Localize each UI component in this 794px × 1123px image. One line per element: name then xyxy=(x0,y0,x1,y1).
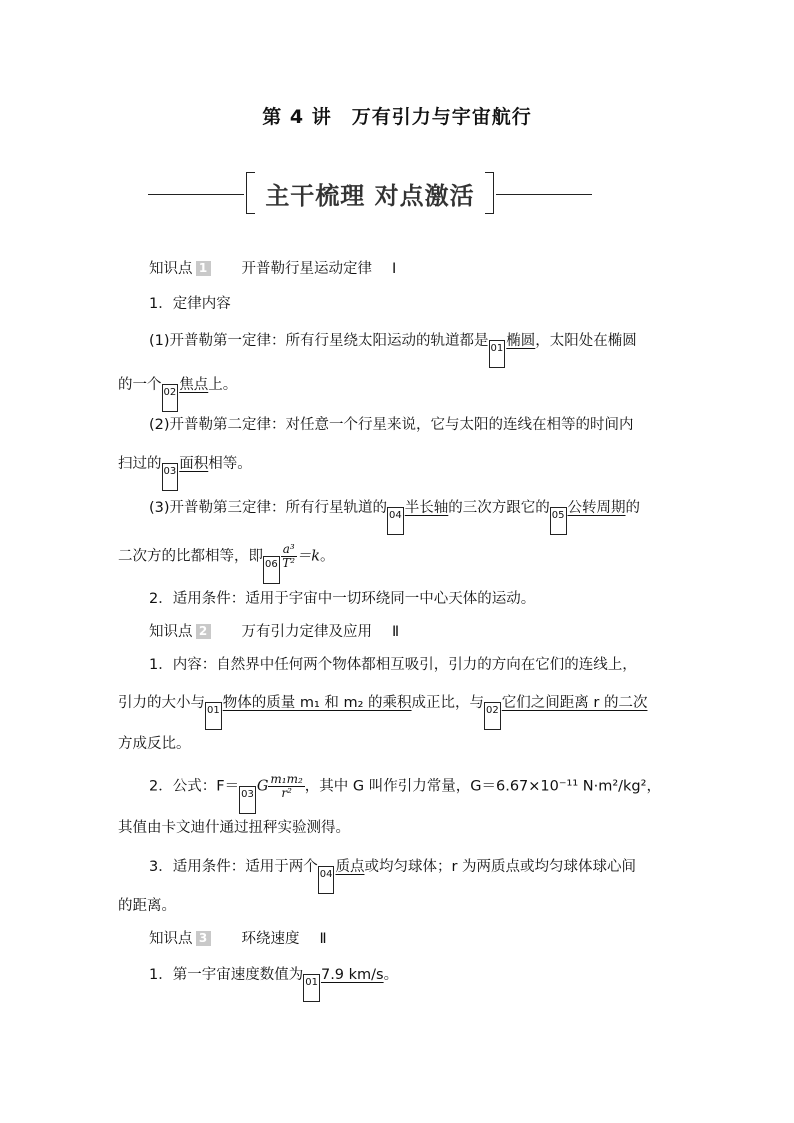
formula-line2: 其值由卡文迪什通过扭秤实验测得。 xyxy=(118,820,350,836)
fraction-denominator: T² xyxy=(282,556,296,570)
answer-01: 椭圆 xyxy=(506,333,536,349)
law1-text-a: (1)开普勒第一定律：所有行星绕太阳运动的轨道都是 xyxy=(149,333,489,349)
gravity-denominator: r² xyxy=(281,786,292,800)
kp2-heading xyxy=(149,622,399,642)
section-banner xyxy=(148,172,592,218)
kp3-name: 环绕速度 xyxy=(241,931,300,947)
gravity-fraction xyxy=(268,773,304,800)
answer-02: 焦点 xyxy=(179,377,209,393)
blank-g02: 02 xyxy=(484,702,501,730)
kepler-fraction xyxy=(281,543,297,570)
formula-text-a: 2．公式：F＝ xyxy=(149,778,240,795)
law3-text-c: 的 xyxy=(625,500,641,516)
law1-line1 xyxy=(149,331,637,368)
kp3-heading xyxy=(149,929,327,949)
answer-04: 半长轴 xyxy=(404,500,449,516)
blank-06: 06 xyxy=(263,556,280,584)
blank-g01: 01 xyxy=(205,702,222,730)
banner-rule-right xyxy=(496,194,592,195)
gcond-text-b: 或均匀球体；r 为两质点或均匀球体球心间 xyxy=(364,859,637,875)
blank-04: 04 xyxy=(387,507,404,535)
gravity-text-b: 引力的大小与 xyxy=(118,695,205,711)
law2-text-c: 相等。 xyxy=(208,456,252,472)
gcond-line2: 的距离。 xyxy=(118,898,176,914)
formula-G: G xyxy=(256,778,269,795)
answer-g02: 它们之间距离 r 的二次 xyxy=(501,695,648,711)
blank-03: 03 xyxy=(162,463,179,491)
blank-v01: 01 xyxy=(303,974,320,1002)
kp1-name: 开普勒行星运动定律 xyxy=(241,261,372,277)
answer-g04: 质点 xyxy=(335,859,365,875)
gcond-line1 xyxy=(149,857,636,894)
law1-line2 xyxy=(118,375,237,412)
kp3-number: 3 xyxy=(196,931,211,946)
gravity-line2 xyxy=(118,693,647,730)
answer-v01: 7.9 km/s xyxy=(320,967,384,983)
gravity-line3: 方成反比。 xyxy=(118,736,191,752)
law3-text-e: 。 xyxy=(320,548,335,565)
banner-text: 主干梳理 对点激活 xyxy=(265,181,475,210)
law1-text-c: 的一个 xyxy=(118,377,162,393)
law2-text-b: 扫过的 xyxy=(118,456,162,472)
blank-g03: 03 xyxy=(239,786,256,814)
kp2-name: 万有引力定律及应用 xyxy=(241,624,372,640)
formula-line1 xyxy=(149,773,661,814)
formula-text-b: ，其中 G 叫作引力常量，G＝6.67×10⁻¹¹ N·m²/kg²， xyxy=(304,778,661,795)
s1-condition: 2．适用条件：适用于宇宙中一切环绕同一中心天体的运动。 xyxy=(149,591,536,607)
fraction-rhs: ＝k xyxy=(296,548,320,565)
law2-line2 xyxy=(118,454,252,491)
blank-g04: 04 xyxy=(318,866,335,894)
blank-01: 01 xyxy=(489,340,506,368)
law3-text-a: (3)开普勒第三定律：所有行星轨道的 xyxy=(149,500,388,516)
blank-02: 02 xyxy=(162,384,179,412)
banner-box xyxy=(246,172,494,216)
kp3-label: 知识点 xyxy=(149,931,193,947)
law1-text-d: 上。 xyxy=(208,377,238,393)
answer-g01: 物体的质量 m₁ 和 m₂ 的乘积 xyxy=(222,695,412,711)
page-title: 第 4 讲 万有引力与宇宙航行 xyxy=(262,106,532,128)
kp1-level: Ⅰ xyxy=(392,261,397,277)
answer-05: 公转周期 xyxy=(567,500,626,516)
gcond-text-a: 3．适用条件：适用于两个 xyxy=(149,859,318,875)
velocity-line xyxy=(149,965,398,1002)
gravity-text-c: 成正比，与 xyxy=(411,695,485,711)
velocity-text-a: 1．第一宇宙速度数值为 xyxy=(149,967,304,983)
kp3-level: Ⅱ xyxy=(319,931,327,947)
velocity-text-b: 。 xyxy=(383,967,399,983)
law3-text-d: 二次方的比都相等，即 xyxy=(118,548,263,565)
kp2-level: Ⅱ xyxy=(392,624,400,640)
law3-text-b: 的三次方跟它的 xyxy=(448,500,550,516)
kp1-label: 知识点 xyxy=(149,261,193,277)
s1-heading: 1．定律内容 xyxy=(149,296,231,312)
banner-rule-left xyxy=(148,194,244,195)
kp2-label: 知识点 xyxy=(149,624,193,640)
fraction-numerator: a³ xyxy=(282,542,295,556)
answer-03: 面积 xyxy=(179,456,209,472)
gravity-line1: 1．内容：自然界中任何两个物体都相互吸引，引力的方向在它们的连线上， xyxy=(149,657,637,673)
law1-text-b: ，太阳处在椭圆 xyxy=(535,333,637,349)
law3-line1 xyxy=(149,498,640,535)
blank-05: 05 xyxy=(550,507,567,535)
kp1-heading xyxy=(149,259,396,279)
kp2-number: 2 xyxy=(196,624,211,639)
gravity-numerator: m₁m₂ xyxy=(270,772,303,786)
law2-line1: (2)开普勒第二定律：对任意一个行星来说，它与太阳的连线在相等的时间内 xyxy=(149,417,634,433)
kp1-number: 1 xyxy=(196,261,211,276)
law3-line2 xyxy=(118,543,335,584)
